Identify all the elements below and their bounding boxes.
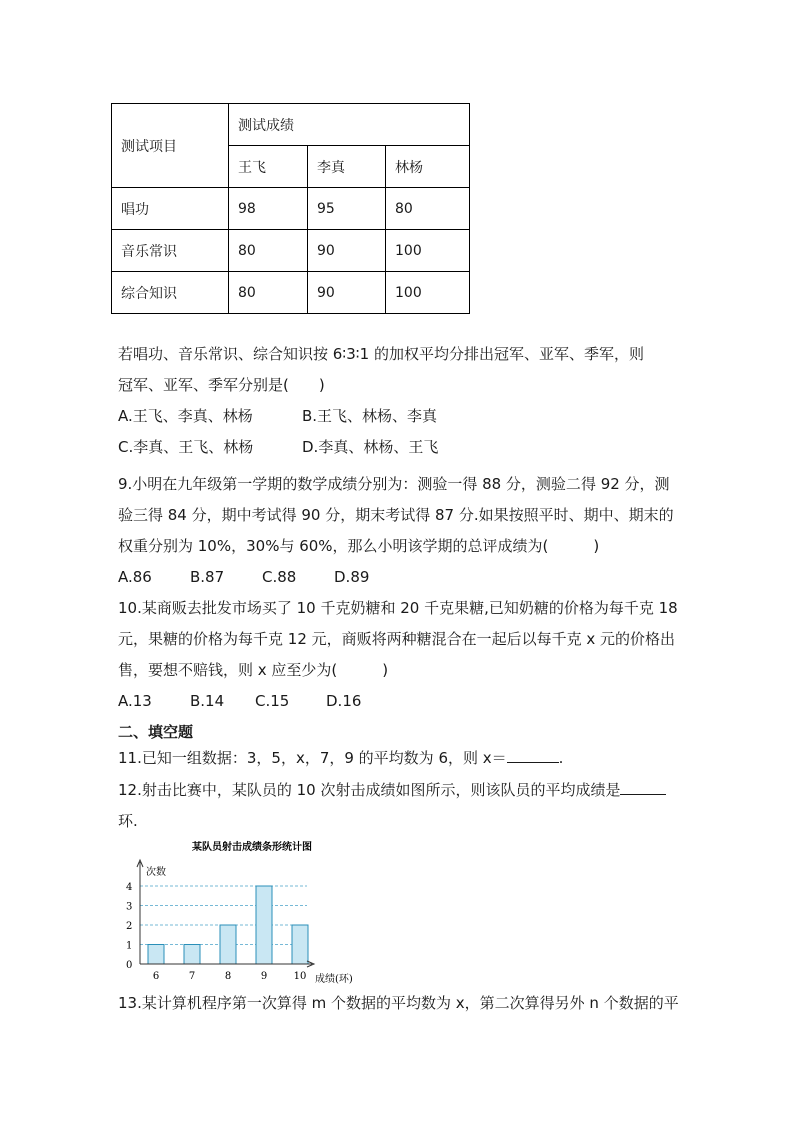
table-row <box>112 188 470 230</box>
section-heading: 二、填空题 <box>118 723 194 741</box>
chart-title: 某队员射击成绩条形统计图 <box>192 842 312 853</box>
bar-8 <box>220 925 236 964</box>
q12-text: 12.射击比赛中，某队员的 10 次射击成绩如图所示，则该队员的平均成绩是 <box>118 781 621 799</box>
x-tick-label: 7 <box>188 971 196 982</box>
q9-option-b: B.87 <box>190 568 225 586</box>
q8-option-a: A.王飞、李真、林杨 <box>118 407 253 425</box>
q9-line-2: 验三得 84 分，期中考试得 90 分，期末考试得 87 分.如果按照平时、期中、期末的 <box>118 506 674 524</box>
q8-option-d: D.李真、林杨、王飞 <box>302 438 439 456</box>
q8-option-b: B.王飞、林杨、李真 <box>302 407 438 425</box>
row-label: 音乐常识 <box>112 230 229 272</box>
y-tick-label: 0 <box>126 960 133 971</box>
y-tick-label: 4 <box>126 882 133 893</box>
q8-line-2: 冠军、亚军、季军分别是( ) <box>118 376 325 394</box>
table-cell: 100 <box>386 230 470 272</box>
answer-blank <box>507 748 559 763</box>
row-label: 唱功 <box>112 188 229 230</box>
table-row <box>112 272 470 314</box>
q10-line-1: 10.某商贩去批发市场买了 10 千克奶糖和 20 千克果糖,已知奶糖的价格为每千克 18 <box>118 599 678 617</box>
q11-end: . <box>558 749 564 767</box>
x-tick-label: 9 <box>260 971 268 982</box>
q8-line-1: 若唱功、音乐常识、综合知识按 6∶3∶1 的加权平均分排出冠军、亚军、季军，则 <box>118 345 644 363</box>
shooting-bar-chart <box>112 836 372 986</box>
q9-option-c: C.88 <box>262 568 297 586</box>
table-cell: 90 <box>308 230 386 272</box>
q10-option-d: D.16 <box>326 692 362 710</box>
q9-line-3: 权重分别为 10%，30%与 60%，那么小明该学期的总评成绩为( ) <box>118 537 600 555</box>
answer-blank <box>620 780 666 795</box>
q12-line-2: 环. <box>118 812 138 830</box>
q11-text: 11.已知一组数据：3，5，x，7，9 的平均数为 6，则 x＝ <box>118 749 507 767</box>
q9-line-1: 9.小明在九年级第一学期的数学成绩分别为：测验一得 88 分，测验二得 92 分，测 <box>118 475 670 493</box>
group-header-cell <box>229 104 470 146</box>
row-header-cell <box>112 104 229 188</box>
q9-option-d: D.89 <box>334 568 370 586</box>
q9-option-a: A.86 <box>118 568 152 586</box>
x-tick-label: 8 <box>224 971 232 982</box>
q10-line-3: 售，要想不赔钱，则 x 应至少为( ) <box>118 661 389 679</box>
row-header: 测试项目 <box>121 138 177 155</box>
q12-line-1 <box>118 780 666 800</box>
row-label: 综合知识 <box>112 272 229 314</box>
q13-line-1: 13.某计算机程序第一次算得 m 个数据的平均数为 x，第二次算得另外 n 个数据的平 <box>118 994 679 1012</box>
person-header: 李真 <box>308 146 386 188</box>
x-tick-label: 10 <box>293 971 307 982</box>
q11-line <box>118 748 563 768</box>
x-axis-label: 成绩(环) <box>315 974 353 985</box>
q10-option-a: A.13 <box>118 692 152 710</box>
q10-line-2: 元，果糖的价格为每千克 12 元，商贩将两种糖混合在一起后以每千克 x 元的价格出 <box>118 630 676 648</box>
table-cell: 80 <box>229 230 308 272</box>
table-cell: 98 <box>229 188 308 230</box>
table-row <box>112 230 470 272</box>
y-tick-label: 3 <box>126 901 133 913</box>
table-cell: 90 <box>308 272 386 314</box>
x-tick-label: 6 <box>152 971 160 982</box>
y-axis-label: 次数 <box>146 867 166 878</box>
group-header: 测试成绩 <box>238 117 294 134</box>
person-header: 王飞 <box>229 146 308 188</box>
bar-6 <box>148 945 164 965</box>
bar-10 <box>292 925 308 964</box>
table-cell: 95 <box>308 188 386 230</box>
bar-7 <box>184 945 200 965</box>
table-cell: 80 <box>229 272 308 314</box>
y-tick-label: 1 <box>126 940 133 952</box>
person-header: 林杨 <box>386 146 470 188</box>
q10-option-b: B.14 <box>190 692 225 710</box>
q8-option-c: C.李真、王飞、林杨 <box>118 438 254 456</box>
y-tick-label: 2 <box>126 921 133 932</box>
score-table <box>111 103 470 314</box>
bar-9 <box>256 886 272 964</box>
table-cell: 100 <box>386 272 470 314</box>
table-cell: 80 <box>386 188 470 230</box>
q10-option-c: C.15 <box>255 692 290 710</box>
